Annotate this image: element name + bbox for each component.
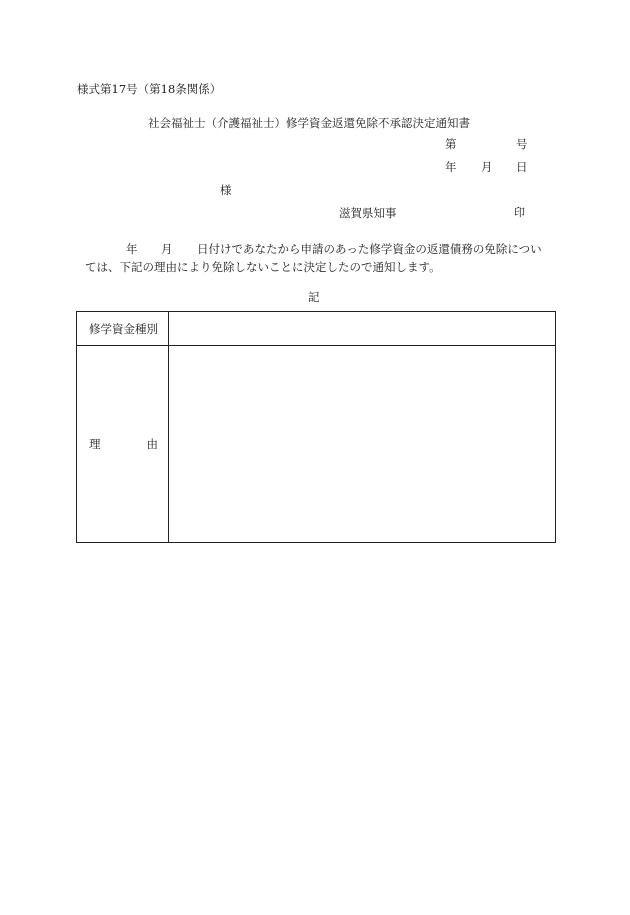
issuer-name: 滋賀県知事 [339,206,397,220]
date-day-label: 日 [516,160,528,174]
body-year-label: 年 [126,242,138,256]
seal-mark: 印 [514,206,525,219]
form-number: 様式第17号（第18条関係） [77,82,222,96]
scholarship-type-value[interactable] [169,312,556,346]
reason-label-cell [77,346,169,543]
reason-value[interactable] [169,346,556,543]
reference-number-prefix: 第 [445,137,457,151]
scholarship-type-label: 修学資金種別 [77,312,169,346]
body-text-continued: 日付けであなたから申請のあった修学資金の返還債務の免除につい [197,242,542,256]
table-row-scholarship-type [77,312,556,346]
body-text-line2: ては、下記の理由により免除しないことに決定したので通知します。 [85,260,441,274]
document-title: 社会福祉士（介護福祉士）修学資金返還免除不承認決定通知書 [148,116,470,130]
date-year-label: 年 [445,160,457,174]
table-row-reason [77,346,556,543]
ki-heading: 記 [308,290,320,304]
record-table [76,311,556,543]
reason-label-right: 由 [146,437,158,451]
reason-label-left: 理 [89,437,101,451]
reference-number-suffix: 号 [516,137,528,151]
body-month-label: 月 [161,242,173,256]
addressee-honorific: 様 [220,183,232,197]
date-month-label: 月 [481,160,493,174]
